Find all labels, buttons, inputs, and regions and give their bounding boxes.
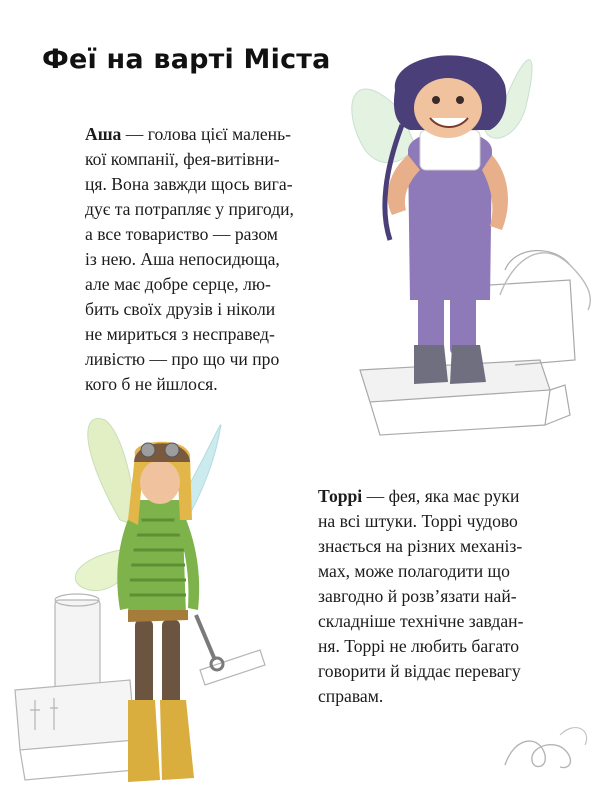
torri-line-7: ня. Торрі не любить багато	[318, 636, 520, 656]
ascha-line-10: ливістю — про що чи про	[85, 349, 280, 369]
ascha-line-6: із нею. Аша непосидюща,	[85, 249, 280, 269]
torri-line-3: знається на різних механіз-	[318, 536, 523, 556]
ascha-line-4: дує та потрапляє у пригоди,	[85, 199, 294, 219]
ascha-name: Аша	[85, 124, 122, 144]
ascha-line-1: Аша — голова цієї малень-	[85, 124, 291, 144]
torri-line-4: мах, може полагодити що	[318, 561, 510, 581]
torri-line-9: справам.	[318, 686, 384, 706]
torri-paragraph	[318, 484, 523, 709]
ascha-line-3: ця. Вона завжди щось вига-	[85, 174, 293, 194]
decorative-swirl	[500, 715, 595, 775]
page-title: Феї на варті Міста	[42, 44, 331, 75]
fairy-ascha-illustration	[340, 30, 600, 450]
torri-name: Торрі	[318, 486, 363, 506]
torri-line-2: на всі штуки. Торрі чудово	[318, 511, 518, 531]
torri-line-5: завгодно й розв’язати най-	[318, 586, 517, 606]
ascha-paragraph	[85, 122, 294, 397]
fairy-torri-illustration	[10, 410, 280, 793]
torri-line-8: говорити й віддає перевагу	[318, 661, 521, 681]
ascha-line-7: але має добре серце, лю-	[85, 274, 271, 294]
ascha-line-5: а все товариство — разом	[85, 224, 278, 244]
torri-line-6: складніше технічне завдан-	[318, 611, 524, 631]
ascha-line-2: кої компанії, фея-витівни-	[85, 149, 280, 169]
ascha-line-11: кого б не йшлося.	[85, 374, 218, 394]
torri-line-1: Торрі — фея, яка має руки	[318, 486, 520, 506]
ascha-line-9: не мириться з несправед-	[85, 324, 275, 344]
wrench-icon	[196, 615, 223, 670]
ascha-line-8: бить своїх друзів і ніколи	[85, 299, 276, 319]
